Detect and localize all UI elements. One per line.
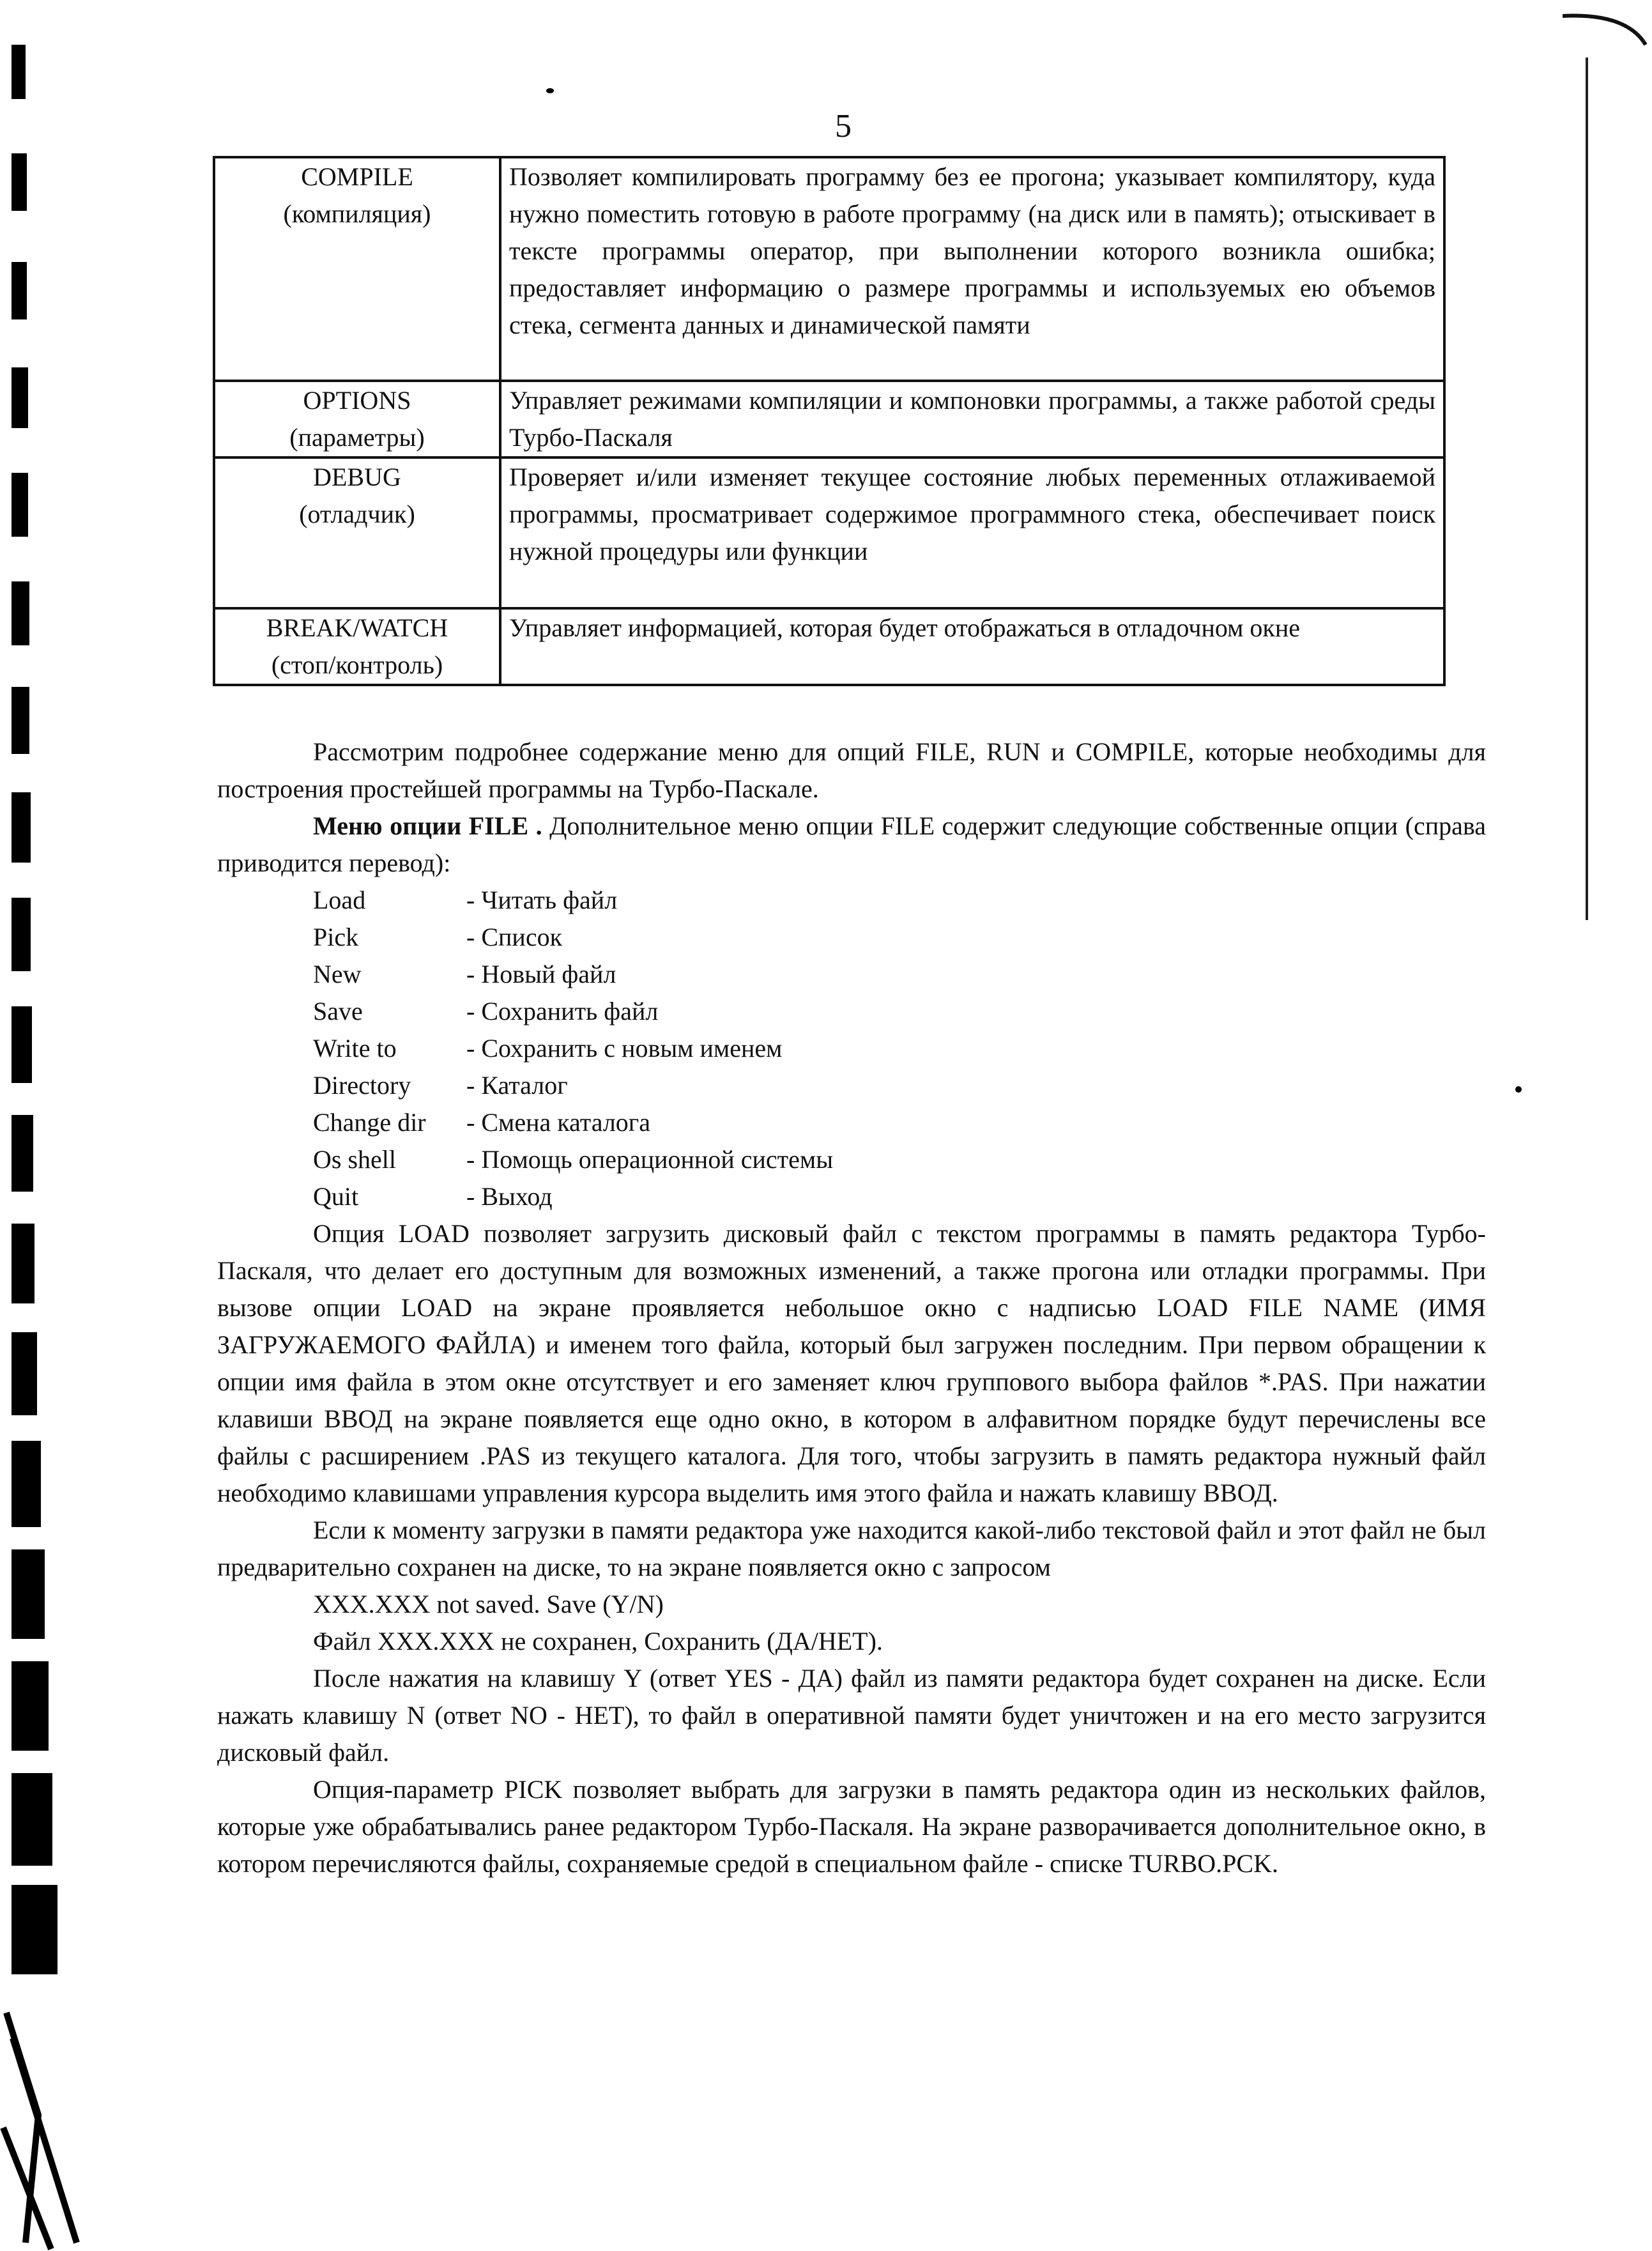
binding-mark — [11, 473, 28, 537]
menu-item-key: Pick — [313, 923, 359, 951]
option-cell — [214, 608, 500, 685]
binding-mark — [11, 1661, 49, 1751]
option-name: BREAK/WATCH — [266, 613, 448, 642]
table-row — [214, 157, 1444, 381]
binding-mark — [11, 792, 31, 863]
option-description: Управляет режимами компиляции и компоновки программы, а также работой среды Турбо-Паскаля — [500, 381, 1444, 457]
pick-paragraph: Опция-параметр PICK позволяет выбрать для загрузки в память редактора один из нескольких файлов, которые уже обрабатывались ранее редактором Турбо-Паскаля. На экране разворачивается дополнительное окно, в котором перечисляются файлы, сохраняемые средой в специальном файле - списке TURBO.PCK. — [217, 1775, 1486, 1878]
binding-mark — [11, 898, 31, 971]
option-translation: (стоп/контроль) — [271, 650, 443, 679]
binding-mark — [11, 367, 28, 428]
answer-paragraph: После нажатия на клавишу Y (ответ YES - ДА) файл из памяти редактора будет сохранен на диске. Если нажать клавишу N (ответ NO - НЕТ), то файл в оперативной памяти будет уничтожен и на его место загрузится дисковый файл. — [217, 1664, 1486, 1767]
menu-item-translation: - Каталог — [466, 1071, 568, 1100]
menu-item-key: Quit — [313, 1182, 359, 1211]
option-cell — [214, 157, 500, 381]
list-item — [313, 1141, 1486, 1178]
table-row — [214, 457, 1444, 608]
option-description: Управляет информацией, которая будет отображаться в отладочном окне — [500, 608, 1444, 685]
binding-mark — [11, 1224, 34, 1303]
menu-item-translation: - Новый файл — [466, 960, 616, 988]
option-description: Проверяет и/или изменяет текущее состояние любых переменных отлаживаемой программы, просматривает содержимое программного стека, обеспечивает поиск нужной процедуры или функции — [500, 457, 1444, 608]
menu-item-translation: - Читать файл — [466, 886, 618, 914]
table-row — [214, 608, 1444, 685]
menu-item-translation: - Сохранить файл — [466, 997, 659, 1026]
unsaved-paragraph: Если к моменту загрузки в памяти редактора уже находится какой-либо текстовой файл и этот файл не был предварительно сохранен на диске, то на экране появляется окно с запросом — [217, 1516, 1486, 1581]
binding-mark — [11, 1885, 57, 1974]
binding-mark — [11, 1549, 45, 1639]
option-name: COMPILE — [301, 162, 413, 191]
table-row — [214, 381, 1444, 457]
page-edge-line — [1586, 58, 1588, 920]
binding-mark — [11, 153, 27, 211]
file-menu-heading: Меню опции FILE . — [313, 811, 542, 840]
menu-item-translation: - Сохранить с новым именем — [466, 1034, 783, 1063]
menu-item-translation: - Смена каталога — [466, 1108, 650, 1137]
binding-mark — [11, 687, 29, 754]
menu-item-translation: - Выход — [466, 1182, 553, 1211]
option-translation: (параметры) — [289, 423, 425, 452]
list-item — [313, 1104, 1486, 1141]
option-translation: (отладчик) — [299, 500, 415, 528]
menu-item-key: Change dir — [313, 1108, 426, 1137]
body-text — [217, 734, 1486, 1882]
menu-item-translation: - Список — [466, 923, 562, 951]
binding-mark — [11, 1773, 52, 1866]
binding-mark — [11, 1006, 32, 1083]
intro-paragraph: Рассмотрим подробнее содержание меню для опций FILE, RUN и COMPILE, которые необходимы для построения простейшей программы на Турбо-Паскале. — [217, 737, 1486, 803]
menu-item-key: New — [313, 960, 362, 988]
menu-item-key: Write to — [313, 1034, 397, 1063]
page-number: 5 — [835, 108, 852, 144]
list-item — [313, 919, 1486, 956]
binding-strip — [0, 0, 77, 2251]
file-menu-intro: Дополнительное меню опции FILE содержит следующие собственные опции (справа приводится перевод): — [217, 811, 1487, 877]
option-name: OPTIONS — [303, 386, 411, 415]
page-corner-curl — [1563, 0, 1652, 77]
scan-speck — [546, 88, 554, 93]
list-item — [313, 1067, 1486, 1104]
binding-mark — [11, 1441, 41, 1527]
load-paragraph: Опция LOAD позволяет загрузить дисковый файл с текстом программы в память редактора Турбо-Паскаля, что делает его доступным для возможных изменений, а также прогона или отладки программы. При вызове опции LOAD на экране проявляется небольшое окно с надписью LOAD FILE NAME (ИМЯ ЗАГРУЖАЕМОГО ФАЙЛА) и именем того файла, который был загружен последним. При первом обращении к опции имя файла в этом окне отсутствует и его заменяет ключ группового выбора файлов *.PAS. При нажатии клавиши ВВОД на экране появляется еще одно окно, в котором в алфавитном порядке будут перечислены все файлы с расширением .PAS из текущего каталога. Для того, чтобы загрузить в память редактора нужный файл необходимо клавишами управления курсора выделить имя этого файла и нажать клавишу ВВОД. — [217, 1219, 1487, 1507]
option-translation: (компиляция) — [283, 199, 431, 228]
binding-mark — [11, 1332, 37, 1415]
list-item — [313, 956, 1486, 993]
menu-item-key: Os shell — [313, 1145, 396, 1174]
file-menu-list — [217, 882, 1486, 1215]
option-description: Позволяет компилировать программу без ее прогона; указывает компилятору, куда нужно поместить готовую в работе программу (на диск или в память); отыскивает в тексте программы оператор, при выполнении которого возникла ошибка; предоставляет информацию о размере программы и используемых ею объемов стека, сегмента данных и динамической памяти — [500, 157, 1444, 381]
list-item — [313, 1178, 1486, 1215]
list-item — [313, 993, 1486, 1030]
menu-item-translation: - Помощь операционной системы — [466, 1145, 834, 1174]
option-cell — [214, 457, 500, 608]
list-item — [313, 1030, 1486, 1067]
binding-mark — [11, 262, 27, 319]
scan-speck — [1515, 1086, 1522, 1093]
option-name: DEBUG — [313, 463, 401, 491]
binding-mark — [11, 581, 29, 645]
prompt-russian: Файл XXX.XXX не сохранен, Сохранить (ДА/НЕТ). — [313, 1627, 883, 1656]
menu-item-key: Save — [313, 997, 363, 1026]
binding-mark — [11, 45, 26, 99]
menu-item-key: Load — [313, 886, 366, 914]
menu-item-key: Directory — [313, 1071, 411, 1100]
option-cell — [214, 381, 500, 457]
corner-smudge — [0, 2000, 89, 2251]
binding-mark — [11, 1115, 33, 1192]
file-menu-paragraph — [217, 808, 1486, 882]
menu-options-table — [213, 156, 1446, 686]
prompt-english: XXX.XXX not saved. Save (Y/N) — [313, 1590, 664, 1618]
list-item — [313, 882, 1486, 919]
